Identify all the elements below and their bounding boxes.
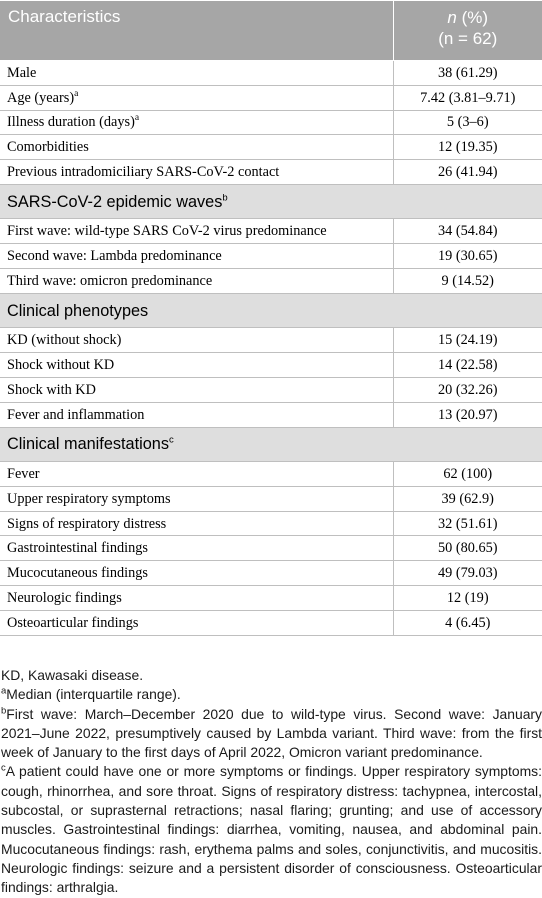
row-value: 7.42 (3.81–9.71): [393, 85, 542, 110]
table-row: [0, 135, 542, 160]
row-label: Neurologic findings: [0, 586, 393, 611]
footnote-marker: b: [1, 705, 6, 716]
row-value: 12 (19): [393, 586, 542, 611]
table-row: [0, 160, 542, 185]
section-header-clinical-phenotypes: [0, 293, 542, 328]
footnote-abbreviation: KD, Kawasaki disease.: [0, 666, 542, 685]
row-value: 49 (79.03): [393, 561, 542, 586]
footnote-marker: a: [1, 686, 6, 697]
table-row: [0, 377, 542, 402]
table-row: [0, 462, 542, 487]
section-title-text: SARS-CoV-2 epidemic waves: [7, 193, 222, 211]
section-title-text: Clinical manifestations: [7, 435, 169, 453]
footnote-a: [0, 685, 542, 704]
header-n-percent: [393, 1, 542, 61]
header-percent: (%): [462, 8, 488, 27]
footnote-text: A patient could have one or more symptoms or findings. Upper respiratory symptoms: cough, rhinorrhea, and sore throat. Signs of respiratory distress: tachypnea, intercostal, subcostal, or suprasternal retractions; nasal flaring; grunting; and use of accessory muscles. Gastrointestinal findings: diarrhea, vomiting, nausea, and abdominal pain. Mucocutaneous findings: rash, erythema palms and soles, conjunctivitis, and mucositis. Neurologic findings: seizure and a persistent disorder of consciousness. Osteoarticular findings: arthralgia.: [1, 763, 542, 895]
row-value: 26 (41.94): [393, 160, 542, 185]
row-label: [0, 110, 393, 135]
row-label: [0, 61, 393, 86]
row-label: Third wave: omicron predominance: [0, 269, 393, 294]
table-row: [0, 219, 542, 244]
row-value: 50 (80.65): [393, 536, 542, 561]
row-value: 14 (22.58): [393, 353, 542, 378]
row-label: Mucocutaneous findings: [0, 561, 393, 586]
row-label: Gastrointestinal findings: [0, 536, 393, 561]
footnote-marker: c: [169, 435, 174, 446]
row-label-text: Age (years): [7, 90, 74, 106]
table-row: [0, 328, 542, 353]
table-row: [0, 486, 542, 511]
footnote-text: First wave: March–December 2020 due to wild-type virus. Second wave: January 2021–June 2022, presumptively caused by Lambda variant. Third wave: from the first week of January to the first days of April 2022, Omicron variant predominance.: [1, 706, 542, 761]
table-row: [0, 85, 542, 110]
table-header-row: [0, 1, 542, 61]
row-label: Fever: [0, 462, 393, 487]
table-row: [0, 536, 542, 561]
row-label: Signs of respiratory distress: [0, 511, 393, 536]
row-label-text: Previous intradomiciliary SARS-CoV-2 contact: [7, 164, 279, 180]
row-label: Fever and inflammation: [0, 402, 393, 427]
section-title: [0, 427, 542, 462]
table-row: [0, 586, 542, 611]
section-header-epidemic-waves: [0, 184, 542, 219]
row-label: First wave: wild-type SARS CoV-2 virus predominance: [0, 219, 393, 244]
row-value: 32 (51.61): [393, 511, 542, 536]
table-row: [0, 511, 542, 536]
table-row: [0, 561, 542, 586]
table-row: [0, 402, 542, 427]
row-value: 34 (54.84): [393, 219, 542, 244]
row-value: 38 (61.29): [393, 61, 542, 86]
row-label: Osteoarticular findings: [0, 610, 393, 635]
section-title: [0, 293, 542, 328]
footnote-marker: a: [74, 89, 78, 99]
row-label: [0, 160, 393, 185]
table-footnotes: [0, 666, 542, 898]
row-label: [0, 85, 393, 110]
footnote-text: Median (interquartile range).: [6, 686, 181, 702]
footnote-marker: c: [1, 763, 6, 774]
row-label-text: Comorbidities: [7, 139, 89, 155]
row-label: Shock with KD: [0, 377, 393, 402]
row-value: 39 (62.9): [393, 486, 542, 511]
table-row: [0, 110, 542, 135]
header-characteristics: Characteristics: [0, 1, 393, 61]
table-row: [0, 353, 542, 378]
row-label: Shock without KD: [0, 353, 393, 378]
section-title-text: Clinical phenotypes: [7, 302, 148, 320]
row-label: Upper respiratory symptoms: [0, 486, 393, 511]
row-value: 5 (3–6): [393, 110, 542, 135]
table-row: [0, 610, 542, 635]
row-label: KD (without shock): [0, 328, 393, 353]
footnote-marker: b: [222, 192, 227, 203]
footnote-b: [0, 705, 542, 763]
row-label-text: Male: [7, 65, 36, 81]
header-n-label: [394, 7, 542, 28]
header-n-symbol: n: [447, 8, 456, 27]
row-value: 20 (32.26): [393, 377, 542, 402]
table-row: [0, 244, 542, 269]
row-value: 19 (30.65): [393, 244, 542, 269]
row-value: 12 (19.35): [393, 135, 542, 160]
table-row: [0, 61, 542, 86]
section-title: [0, 184, 542, 219]
footnote-marker: a: [135, 114, 139, 124]
header-n-total: (n = 62): [394, 28, 542, 49]
table-row: [0, 269, 542, 294]
row-value: 62 (100): [393, 462, 542, 487]
footnote-c: [0, 762, 542, 897]
row-label-text: Illness duration (days): [7, 114, 135, 130]
row-value: 9 (14.52): [393, 269, 542, 294]
row-label: Second wave: Lambda predominance: [0, 244, 393, 269]
row-value: 15 (24.19): [393, 328, 542, 353]
section-header-clinical-manifestations: [0, 427, 542, 462]
row-label: [0, 135, 393, 160]
row-value: 13 (20.97): [393, 402, 542, 427]
row-value: 4 (6.45): [393, 610, 542, 635]
